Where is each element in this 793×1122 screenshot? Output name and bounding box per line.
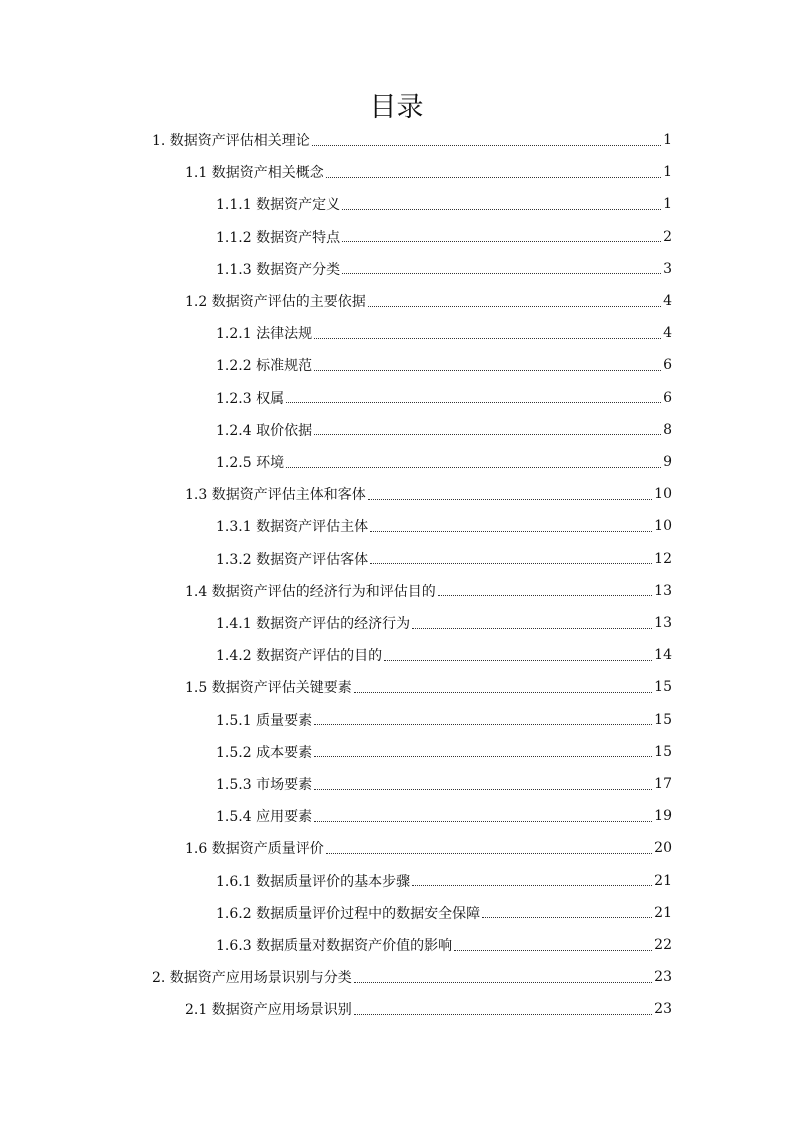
toc-dot-leader bbox=[354, 1000, 652, 1015]
toc-page-number: 8 bbox=[663, 421, 672, 438]
toc-page-number: 1 bbox=[663, 196, 672, 213]
toc-dot-leader bbox=[314, 324, 661, 339]
toc-entry-label: 1. 数据资产评估相关理论 bbox=[152, 133, 310, 149]
toc-dot-leader bbox=[314, 807, 652, 822]
toc-dot-leader bbox=[370, 517, 652, 532]
toc-page-number: 13 bbox=[654, 615, 672, 631]
toc-page-number: 23 bbox=[654, 969, 672, 986]
toc-page-number: 15 bbox=[654, 711, 672, 728]
toc-entry[interactable] bbox=[216, 446, 672, 478]
toc-page-number: 21 bbox=[654, 904, 672, 921]
toc-entry-label: 1.3.1 数据资产评估主体 bbox=[216, 519, 369, 536]
toc-entry-label: 1.5.2 成本要素 bbox=[216, 744, 313, 761]
toc-page-number: 1 bbox=[663, 164, 672, 181]
toc-entry[interactable] bbox=[216, 607, 672, 639]
toc-entry[interactable] bbox=[216, 800, 672, 832]
toc-entry-label: 1.5.4 应用要素 bbox=[216, 809, 313, 826]
toc-entry[interactable] bbox=[216, 639, 672, 671]
toc-entry-label: 1.2.5 环境 bbox=[216, 455, 285, 471]
toc-dot-leader bbox=[482, 903, 652, 918]
toc-entry-label: 1.6.2 数据质量评价过程中的数据安全保障 bbox=[216, 905, 481, 922]
toc-page-number: 17 bbox=[654, 776, 672, 792]
toc-entry-label: 1.3 数据资产评估主体和客体 bbox=[185, 487, 366, 504]
toc-dot-leader bbox=[438, 581, 652, 596]
toc-entry[interactable] bbox=[185, 671, 672, 703]
toc-entry[interactable] bbox=[216, 704, 672, 736]
toc-page-number: 21 bbox=[654, 872, 672, 889]
toc-dot-leader bbox=[342, 195, 661, 210]
toc-entry-label: 1.5 数据资产评估关键要素 bbox=[185, 680, 352, 697]
toc-dot-leader bbox=[368, 485, 652, 500]
toc-entry-label: 1.2 数据资产评估的主要依据 bbox=[185, 294, 366, 310]
toc-entry-label: 1.2.2 标准规范 bbox=[216, 358, 313, 375]
toc-dot-leader bbox=[370, 549, 652, 564]
toc-entry-label: 1.4 数据资产评估的经济行为和评估目的 bbox=[185, 583, 436, 600]
toc-entry-label: 2.1 数据资产应用场景识别 bbox=[185, 1002, 352, 1019]
toc-entry-label: 1.3.2 数据资产评估客体 bbox=[216, 551, 369, 568]
toc-dot-leader bbox=[314, 775, 652, 790]
toc-entry[interactable] bbox=[216, 221, 672, 253]
toc-dot-leader bbox=[354, 968, 652, 983]
toc-page-number: 4 bbox=[663, 293, 672, 309]
toc-page-number: 9 bbox=[663, 454, 672, 470]
toc-dot-leader bbox=[314, 356, 661, 371]
toc-dot-leader bbox=[342, 259, 661, 274]
toc-entry[interactable] bbox=[216, 865, 672, 897]
toc-dot-leader bbox=[454, 936, 652, 951]
toc-entry[interactable] bbox=[216, 382, 672, 414]
toc-page-number: 23 bbox=[654, 1001, 672, 1018]
toc-entry[interactable] bbox=[216, 510, 672, 542]
toc-dot-leader bbox=[286, 388, 661, 403]
toc-entry[interactable] bbox=[152, 124, 672, 156]
toc-entry[interactable] bbox=[216, 317, 672, 349]
toc-entry[interactable] bbox=[185, 285, 672, 317]
toc-dot-leader bbox=[314, 742, 652, 757]
toc-entry-label: 1.1.3 数据资产分类 bbox=[216, 261, 341, 278]
toc-entry[interactable] bbox=[216, 929, 672, 961]
toc-page-number: 10 bbox=[654, 518, 672, 535]
toc-page-number: 10 bbox=[654, 486, 672, 503]
toc-entry-label: 1.1 数据资产相关概念 bbox=[185, 165, 324, 182]
toc-entry[interactable] bbox=[185, 575, 672, 607]
toc-entry-label: 1.4.1 数据资产评估的经济行为 bbox=[216, 616, 411, 632]
toc-page-number: 4 bbox=[663, 325, 672, 342]
toc-entry-label: 1.6.3 数据质量对数据资产价值的影响 bbox=[216, 938, 453, 954]
toc-entry[interactable] bbox=[185, 832, 672, 864]
toc-dot-leader bbox=[312, 131, 661, 146]
toc-entry[interactable] bbox=[216, 736, 672, 768]
toc-entry-label: 1.5.1 质量要素 bbox=[216, 712, 313, 729]
toc-page-number: 1 bbox=[663, 132, 672, 148]
toc-entry-label: 1.1.2 数据资产特点 bbox=[216, 229, 341, 246]
toc-dot-leader bbox=[326, 163, 661, 178]
toc-entry[interactable] bbox=[185, 478, 672, 510]
toc-dot-leader bbox=[326, 839, 652, 854]
toc-entry[interactable] bbox=[216, 188, 672, 220]
toc-entry[interactable] bbox=[185, 993, 672, 1025]
toc-entry[interactable] bbox=[216, 768, 672, 800]
toc-entry-label: 1.6 数据资产质量评价 bbox=[185, 841, 324, 858]
toc-dot-leader bbox=[314, 710, 652, 725]
toc-dot-leader bbox=[384, 646, 652, 661]
toc-dot-leader bbox=[286, 453, 661, 468]
toc-page-number: 13 bbox=[654, 582, 672, 599]
toc-page-number: 12 bbox=[654, 550, 672, 567]
toc-page-number: 2 bbox=[663, 228, 672, 245]
toc-entry-label: 1.1.1 数据资产定义 bbox=[216, 197, 341, 214]
toc-entry-label: 1.2.3 权属 bbox=[216, 390, 285, 407]
toc-entry[interactable] bbox=[216, 253, 672, 285]
toc-page-number: 15 bbox=[654, 743, 672, 760]
toc-dot-leader bbox=[342, 227, 661, 242]
toc-page-number: 14 bbox=[654, 647, 672, 664]
toc-title: 目录 bbox=[369, 92, 424, 123]
toc-entry[interactable] bbox=[152, 961, 672, 993]
toc-entry-label: 1.4.2 数据资产评估的目的 bbox=[216, 648, 383, 665]
toc-entry[interactable] bbox=[216, 349, 672, 381]
toc-page-number: 20 bbox=[654, 840, 672, 857]
toc-dot-leader bbox=[368, 292, 661, 307]
toc-entry-label: 1.5.3 市场要素 bbox=[216, 777, 313, 793]
toc-entry-label: 2. 数据资产应用场景识别与分类 bbox=[152, 970, 352, 987]
toc-entry-label: 1.6.1 数据质量评价的基本步骤 bbox=[216, 873, 411, 890]
toc-dot-leader bbox=[412, 614, 652, 629]
toc-entry[interactable] bbox=[185, 156, 672, 188]
toc-page-number: 3 bbox=[663, 260, 672, 277]
toc-page-number: 15 bbox=[654, 679, 672, 696]
toc-dot-leader bbox=[412, 871, 652, 886]
toc-page-number: 22 bbox=[654, 937, 672, 953]
toc-dot-leader bbox=[354, 678, 652, 693]
toc-page-number: 6 bbox=[663, 389, 672, 406]
toc-entry[interactable] bbox=[216, 897, 672, 929]
toc-page-number: 6 bbox=[663, 357, 672, 374]
toc-dot-leader bbox=[314, 420, 661, 435]
toc-entry[interactable] bbox=[216, 414, 672, 446]
toc-entry[interactable] bbox=[216, 543, 672, 575]
toc-entry-label: 1.2.1 法律法规 bbox=[216, 326, 313, 343]
toc-entry-label: 1.2.4 取价依据 bbox=[216, 422, 313, 439]
toc-page-number: 19 bbox=[654, 808, 672, 825]
